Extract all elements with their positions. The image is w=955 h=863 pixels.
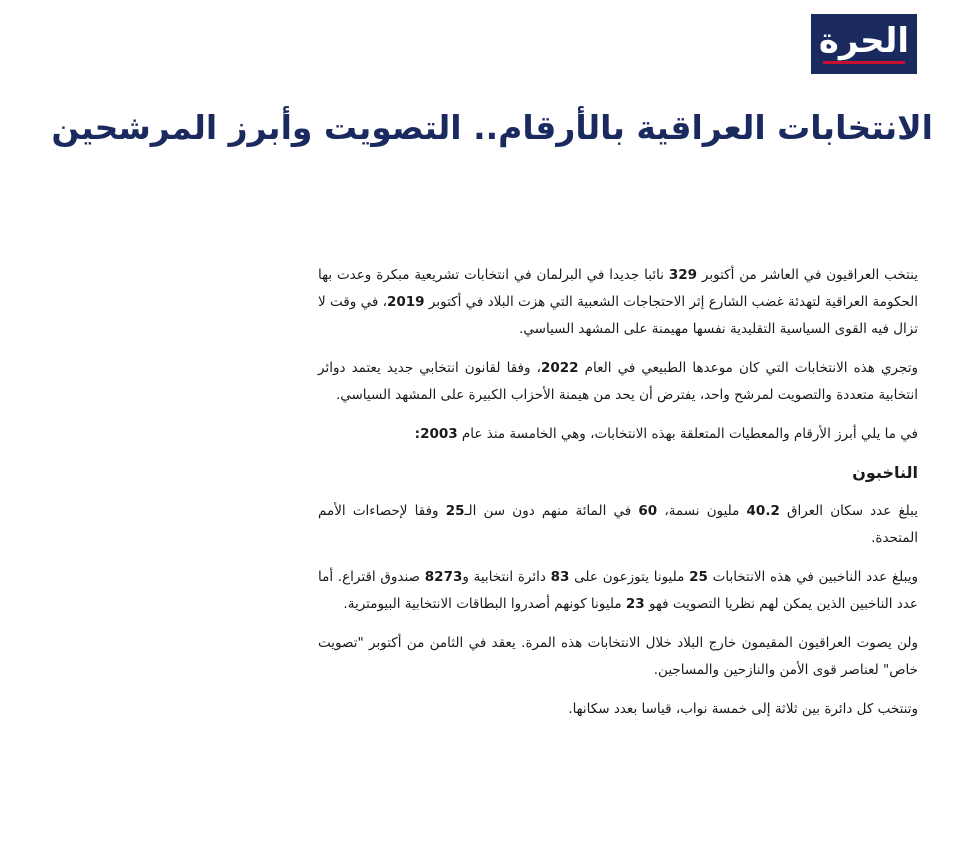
- paragraph-voter-count: ويبلغ عدد الناخبين في هذه الانتخابات 25 مليونا يتوزعون على 83 دائرة انتخابية و8273 صندوق اقتراع. أما عدد الناخبين الذين يمكن لهم نظريا التصويت فهو 23 مليونا كونهم أصدروا البطاقات الانتخابية البيومترية.: [318, 569, 918, 612]
- paragraph-districts: وتنتخب كل دائرة بين ثلاثة إلى خمسة نواب، قياسا بعدد سكانها.: [568, 701, 918, 717]
- alhurra-logo[interactable]: [811, 14, 917, 74]
- article-headline: الانتخابات العراقية بالأرقام.. التصويت وأبرز المرشحين: [51, 108, 933, 147]
- article-body: [318, 262, 918, 735]
- paragraph-abroad-voting: ولن يصوت العراقيون المقيمون خارج البلاد خلال الانتخابات هذه المرة. يعقد في الثامن من أكتوبر "تصويت خاص" لعناصر قوى الأمن والنازحين والمساجين.: [318, 635, 918, 678]
- logo-underline: [823, 61, 905, 64]
- paragraph-intro: ينتخب العراقيون في العاشر من أكتوبر 329 نائبا جديدا في البرلمان في انتخابات تشريعية مبكرة وعدت بها الحكومة العراقية لتهدئة غضب الشارع إثر الاحتجاجات الشعبية التي هزت البلاد في أكتوبر 2019، في وقت لا تزال فيه القوى السياسية التقليدية نفسها مهيمنة على المشهد السياسي.: [318, 267, 919, 337]
- section-heading-voters: الناخبون: [852, 463, 918, 482]
- paragraph-figures-intro: في ما يلي أبرز الأرقام والمعطيات المتعلقة بهذه الانتخابات، وهي الخامسة منذ عام 2003:: [414, 426, 918, 442]
- logo-text: الحرة: [818, 21, 910, 61]
- paragraph-population: يبلغ عدد سكان العراق 40.2 مليون نسمة، 60 في المائة منهم دون سن الـ25 وفقا لإحصاءات الأمم المتحدة.: [318, 503, 918, 546]
- paragraph-election-law: وتجري هذه الانتخابات التي كان موعدها الطبيعي في العام 2022، وفقا لقانون انتخابي جديد يعتمد دوائر انتخابية متعددة والتصويت لمرشح واحد، يفترض أن يحد من هيمنة الأحزاب الكبيرة على المشهد السياسي.: [318, 360, 918, 403]
